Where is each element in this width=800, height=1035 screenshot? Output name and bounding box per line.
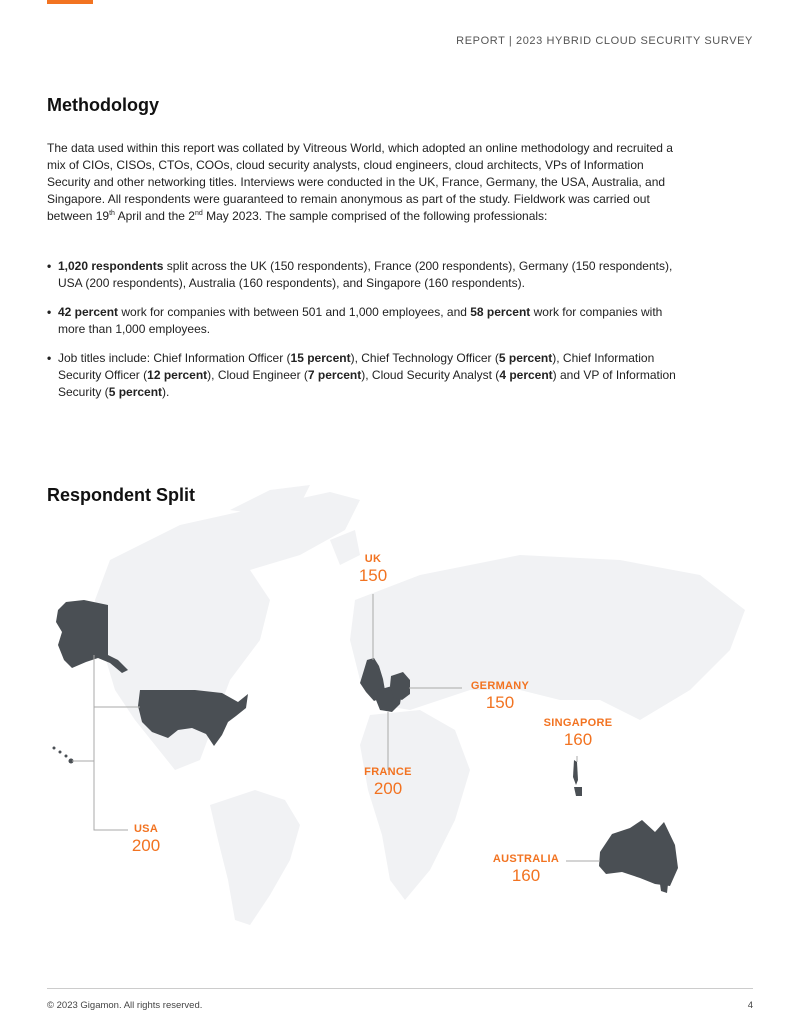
australia-name: AUSTRALIA [492, 853, 560, 865]
usa-hawaii-shape [53, 747, 56, 750]
australia-tasmania-shape [660, 884, 668, 893]
australia-label [471, 853, 581, 886]
germany-value: 150 [485, 693, 515, 712]
singapore-shape [573, 760, 578, 785]
bullet-company-size: • 42 percent work for companies with between 501 and 1,000 employees, and 58 percent work for companies with more than 1,000 employees. [47, 304, 687, 338]
methodology-bullets [47, 258, 687, 413]
bullet-job-titles: • Job titles include: Chief Information Officer (15 percent), Chief Technology Officer (5 percent), Chief Information Security Officer (12 percent), Cloud Engineer (7 percent), Cloud Security Analyst (4 percent) and VP of Information Security (5 percent). [47, 350, 687, 401]
germany-label [445, 680, 555, 713]
usa-value: 200 [131, 836, 161, 855]
singapore-value: 160 [563, 730, 593, 749]
footer-copyright: © 2023 Gigamon. All rights reserved. [47, 1000, 203, 1011]
page-number: 4 [747, 1000, 753, 1011]
germany-name: GERMANY [470, 680, 530, 692]
footer-divider [47, 988, 753, 989]
report-header: REPORT | 2023 HYBRID CLOUD SECURITY SURVEY [456, 35, 753, 47]
australia-value: 160 [511, 866, 541, 885]
france-value: 200 [373, 779, 403, 798]
accent-bar [47, 0, 93, 4]
singapore-label [523, 717, 633, 750]
singapore-island-shape [574, 787, 582, 796]
uk-label [318, 553, 428, 586]
usa-name: USA [133, 823, 159, 835]
france-name: FRANCE [364, 766, 412, 778]
france-label [333, 766, 443, 799]
uk-name: UK [364, 553, 382, 565]
methodology-intro: The data used within this report was collated by Vitreous World, which adopted an online methodology and recruited a mix of CIOs, CISOs, CTOs, COOs, cloud security analysts, cloud engineers, cloud architects, VPs of Information Security and other networking titles. Interviews were conducted in the UK, France, Germany, the USA, Australia, and Singapore. All respondents were guaranteed to remain anonymous as part of the study. Fieldwork was carried out between 19th April and the 2nd May 2023. The sample comprised of the following professionals: [47, 141, 673, 223]
respondent-split-heading: Respondent Split [47, 485, 195, 505]
bullet-respondents: • 1,020 respondents split across the UK (150 respondents), France (200 respondents), Germany (150 respondents), USA (200 respondents), Australia (160 respondents), and Singapore (160 respondents). [47, 258, 687, 292]
methodology-heading: Methodology [47, 95, 159, 115]
australia-shape [599, 820, 678, 886]
singapore-name: SINGAPORE [543, 717, 613, 729]
usa-label [91, 823, 201, 856]
uk-value: 150 [358, 566, 388, 585]
world-map [0, 470, 800, 950]
